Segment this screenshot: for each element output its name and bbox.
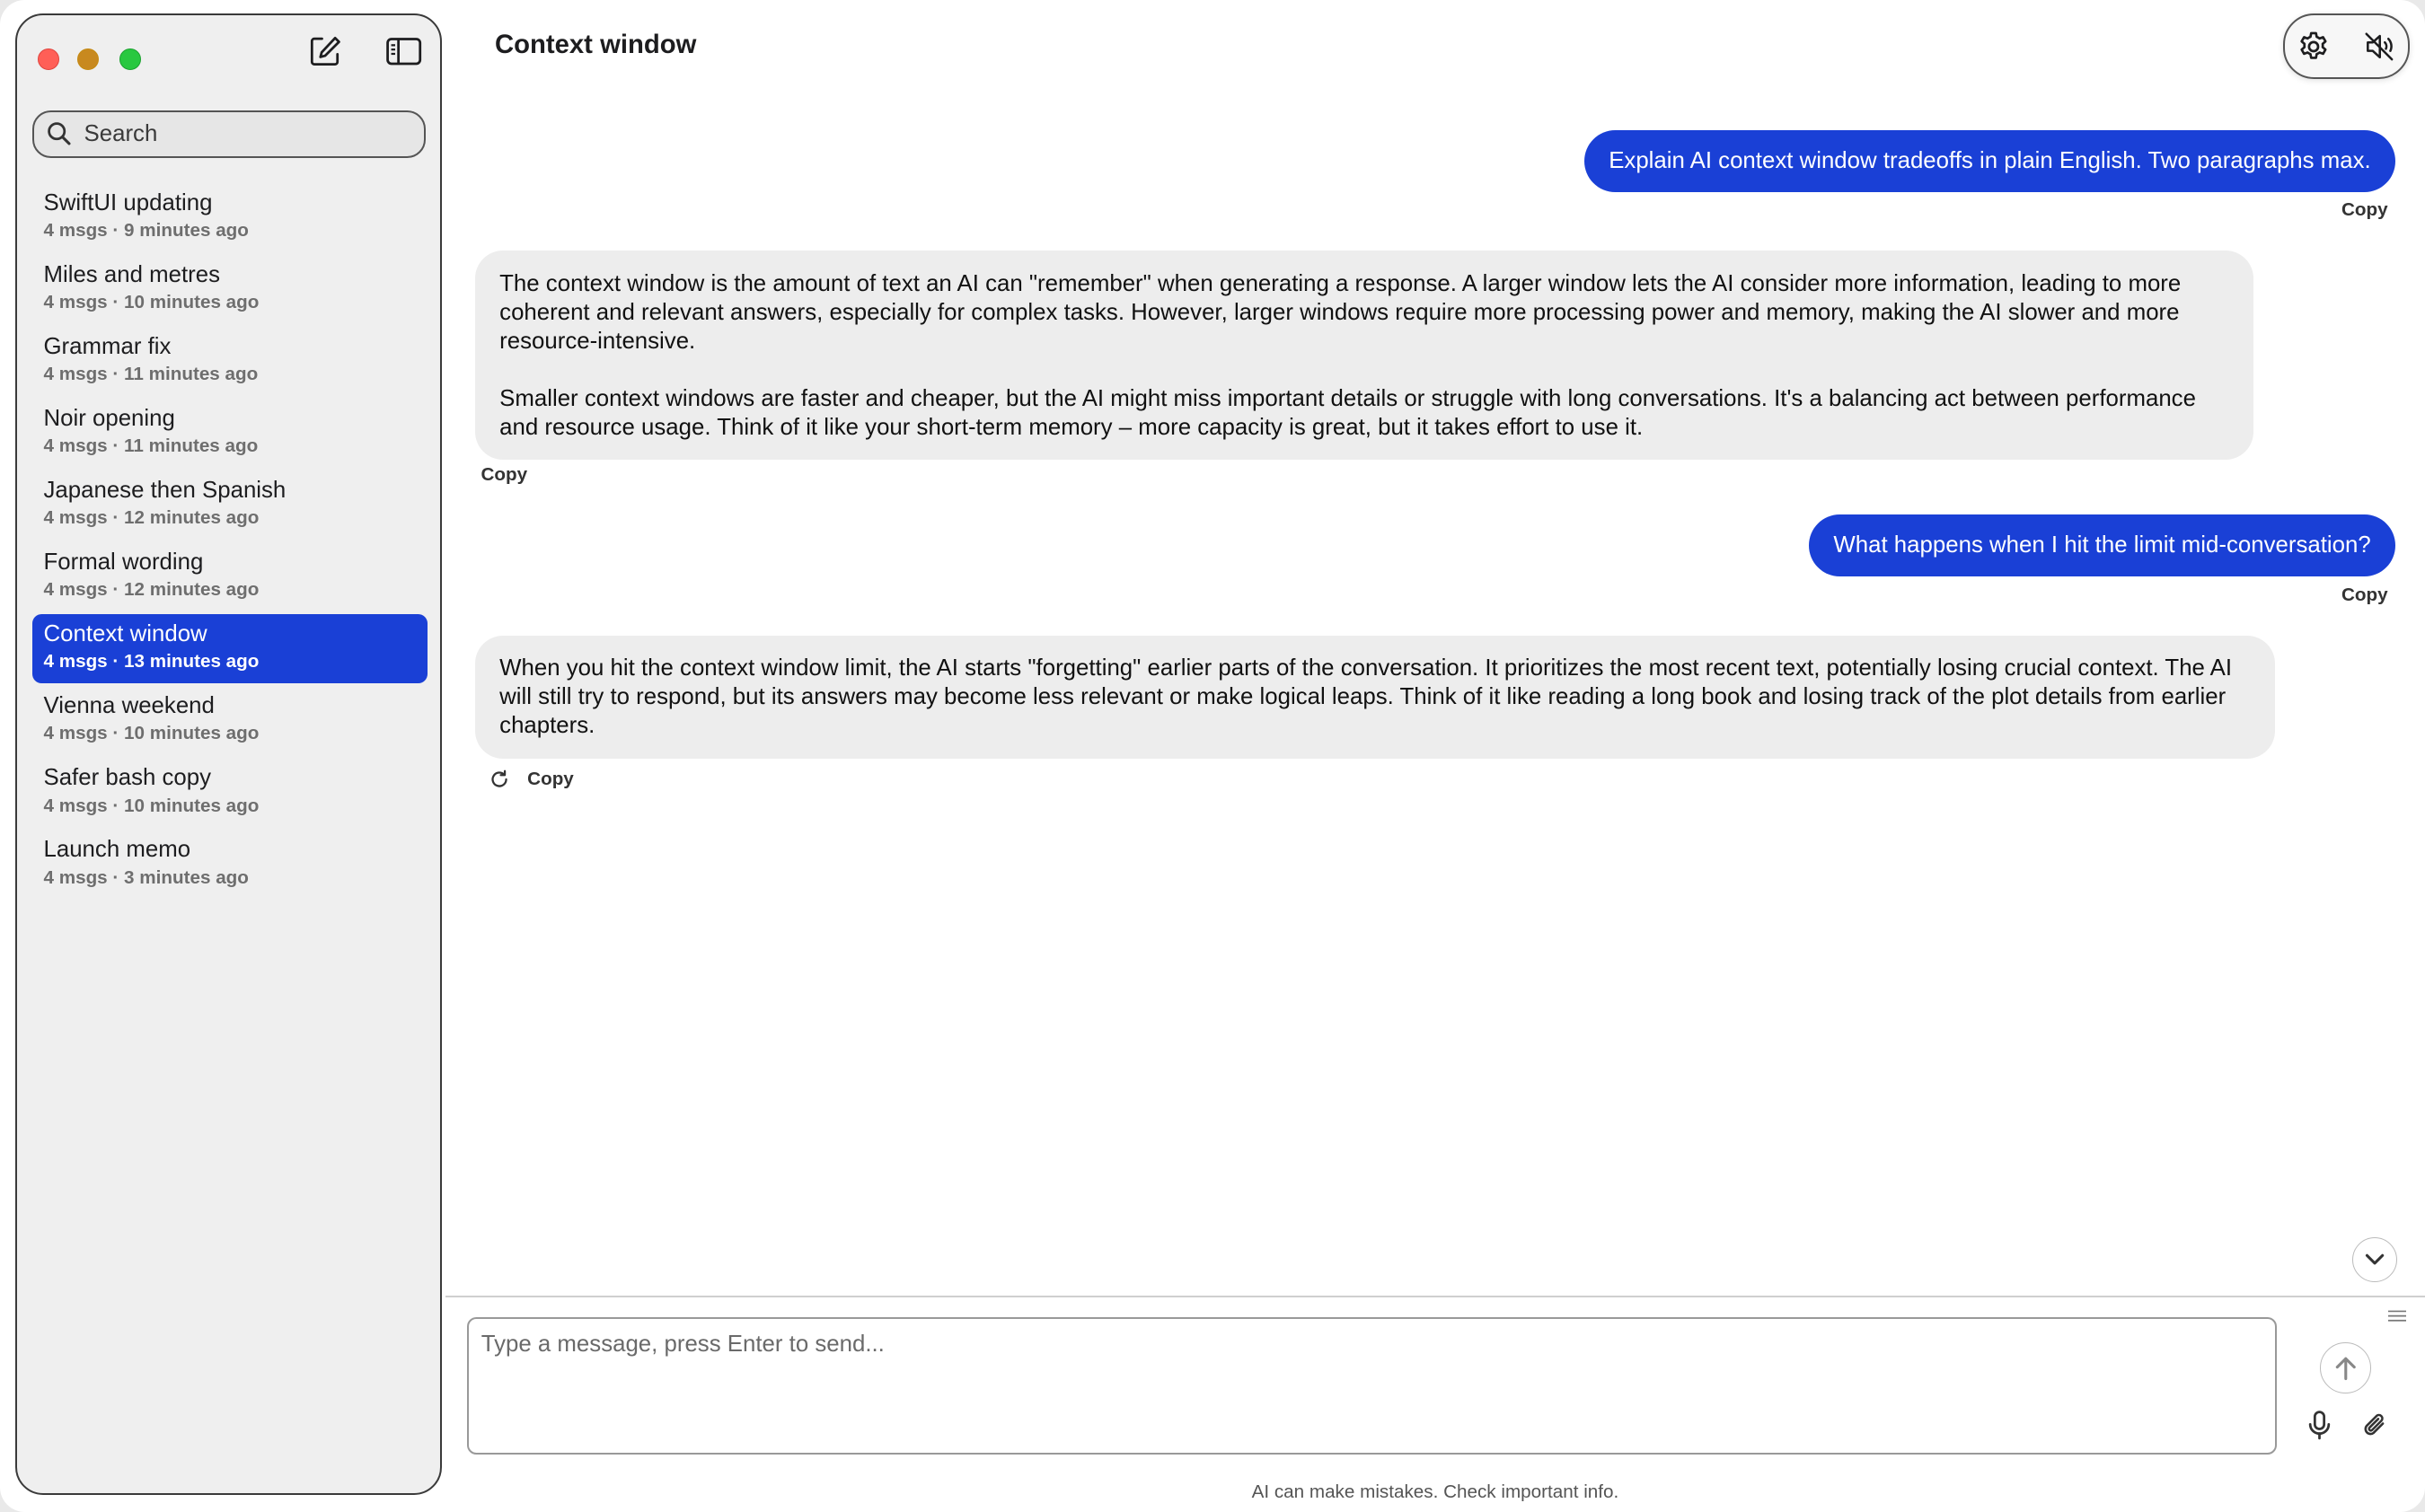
conversation-title: Safer bash copy [43,765,212,791]
conversation-item[interactable] [32,470,427,540]
conversation-meta: 4 msgs · 11 minutes ago [43,364,259,385]
resize-handle-icon[interactable] [2388,1308,2407,1323]
conversation-title: Miles and metres [43,261,221,287]
conversation-title: Grammar fix [43,333,172,359]
conversation-title: Context window [43,620,207,646]
composer-divider [445,1296,2425,1297]
conversation-item[interactable] [32,758,427,827]
conversation-list [32,182,427,901]
disclaimer-text: AI can make mistakes. Check important info. [1251,1481,1619,1502]
assistant-paragraph: Smaller context windows are faster and cheaper, but the AI might miss important details or struggle with long conversations. It's a balancing act between performance and resource usage. Think of it like your short-term memory – more capacity is great, but it takes effort to use it. [499,385,2196,440]
send-button[interactable] [2320,1342,2371,1393]
conversation-item[interactable] [32,686,427,755]
message-composer [467,1317,2277,1455]
conversation-meta: 4 msgs · 12 minutes ago [43,507,260,529]
scroll-to-bottom-button[interactable] [2352,1237,2397,1282]
conversation-meta: 4 msgs · 9 minutes ago [43,220,249,242]
sidebar-toggle-button[interactable] [385,32,422,69]
copy-button[interactable]: Copy [2341,584,2388,605]
conversation-item-selected[interactable] [32,614,427,683]
window-minimize-button[interactable] [77,48,99,70]
conversation-meta: 4 msgs · 10 minutes ago [43,795,260,816]
conversation-meta: 4 msgs · 11 minutes ago [43,435,259,457]
conversation-meta: 4 msgs · 12 minutes ago [43,579,260,601]
conversation-title: Vienna weekend [43,693,215,719]
microphone-icon[interactable] [2306,1410,2333,1440]
conversation-item[interactable] [32,399,427,468]
conversation-item[interactable] [32,542,427,611]
chevron-down-icon [2364,1252,2385,1267]
page-title: Context window [495,31,697,60]
copy-button[interactable]: Copy [527,768,574,789]
speaker-muted-icon[interactable] [2362,30,2396,64]
conversation-title: Launch memo [43,837,191,863]
sidebar-toggle-icon [385,36,422,66]
conversation-title: Japanese then Spanish [43,477,287,503]
search-icon [47,121,72,146]
conversation-title: Formal wording [43,549,204,575]
chat-pane [445,0,2425,1512]
sidebar [15,13,442,1495]
assistant-paragraph: The context window is the amount of text an AI can "remember" when generating a response. A larger window lets the AI consider more information, leading to more coherent and relevant answers, especially for complex tasks. However, larger windows require more processing power and memory, making the AI slower and more resource-intensive. [499,270,2182,354]
gear-icon[interactable] [2297,30,2331,64]
conversation-title: Noir opening [43,405,175,431]
search-input[interactable] [81,119,396,148]
conversation-item[interactable] [32,255,427,324]
conversation-item[interactable] [32,182,427,251]
top-controls [2283,13,2410,78]
conversation-item[interactable] [32,830,427,899]
assistant-paragraph: When you hit the context window limit, the AI starts "forgetting" earlier parts of the conversation. It prioritizes the most recent text, potentially losing crucial context. The AI will still try to respond, but its answers may become less relevant or make logical leaps. Think of it like reading a long book and losing track of the plot details from earlier chapters. [499,655,2233,739]
conversation-title: SwiftUI updating [43,189,213,215]
copy-button[interactable]: Copy [481,463,528,485]
paperclip-icon[interactable] [2361,1410,2389,1440]
window-maximize-button[interactable] [119,48,141,70]
compose-icon [308,34,342,68]
assistant-message-bubble [475,251,2253,460]
assistant-message-bubble [475,636,2275,759]
message-input[interactable] [469,1319,2275,1453]
conversation-meta: 4 msgs · 3 minutes ago [43,866,249,888]
conversation-meta: 4 msgs · 10 minutes ago [43,723,260,744]
copy-button[interactable]: Copy [2341,199,2388,221]
arrow-up-icon [2333,1354,2359,1382]
window-close-button[interactable] [38,48,59,70]
user-message-bubble: What happens when I hit the limit mid-conversation? [1809,514,2395,576]
conversation-meta: 4 msgs · 10 minutes ago [43,292,260,313]
user-message-bubble: Explain AI context window tradeoffs in plain English. Two paragraphs max. [1584,130,2396,192]
conversation-item[interactable] [32,327,427,396]
search-field[interactable] [32,110,425,158]
conversation-meta: 4 msgs · 13 minutes ago [43,651,260,672]
retry-icon[interactable] [489,769,510,790]
new-chat-button[interactable] [306,32,343,69]
